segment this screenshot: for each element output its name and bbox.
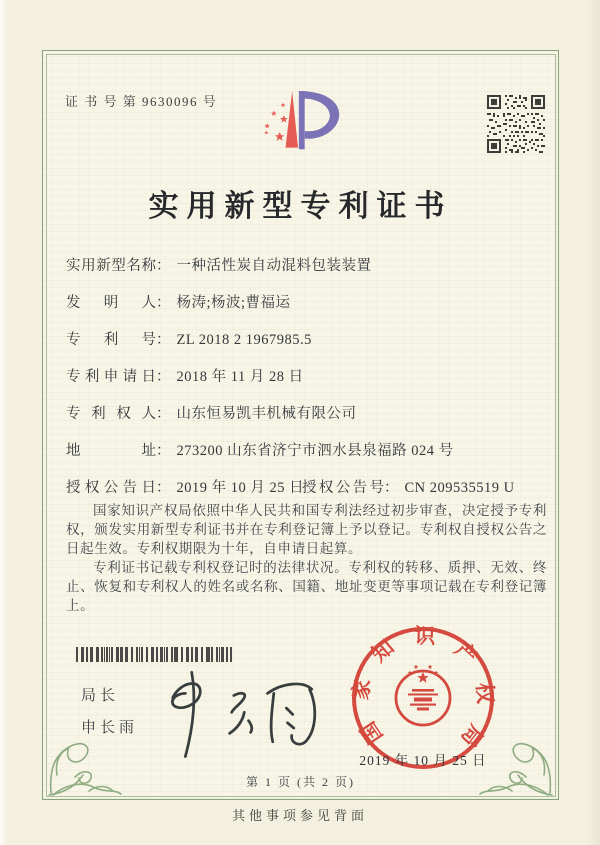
field-value: 273200 山东省济宁市泗水县泉福路 024 号 xyxy=(176,443,454,459)
barcode-icon xyxy=(76,647,232,662)
corner-ornament-right-icon xyxy=(476,705,556,797)
body-paragraph: 国家知识产权局依照中华人民共和国专利法经过初步审查，决定授予专利权，颁发实用新型专利证书并在专利登记簿上予以登记。专利权自授权公告之日起生效。专利权期限为十年，自申请日起算。 xyxy=(66,503,547,556)
field-colon: ： xyxy=(156,480,171,496)
director-signature-icon xyxy=(143,666,333,766)
page-number: 第 1 页 (共 2 页) xyxy=(246,775,355,789)
field-value: 2018 年 11 月 28 日 xyxy=(176,369,304,385)
field-colon: ： xyxy=(156,443,171,459)
field-value: 一种活性炭自动混料包装装置 xyxy=(176,258,372,274)
field-label: 实用新型名称 xyxy=(66,258,156,274)
field-value: ZL 2018 2 1967985.5 xyxy=(176,332,312,348)
signer-name: 申长雨 xyxy=(81,720,139,736)
field-label: 专利权人 xyxy=(66,406,156,422)
certificate-title: 实用新型专利证书 xyxy=(148,190,453,223)
grant-number-group xyxy=(302,478,515,499)
field-row-grant xyxy=(66,478,548,499)
field-value: 山东恒易凯丰机械有限公司 xyxy=(176,406,357,422)
field-row-patentee xyxy=(66,404,548,425)
field-label: 发明人 xyxy=(66,295,156,311)
field-colon: ： xyxy=(156,295,171,311)
field-colon: ： xyxy=(156,406,171,422)
field-label: 专利号 xyxy=(66,332,156,348)
field-label: 授权公告日 xyxy=(66,480,156,496)
grant-number-value: CN 209535519 U xyxy=(404,480,515,496)
field-label: 专利申请日 xyxy=(66,369,156,385)
cnipa-patent-logo-icon xyxy=(248,76,398,171)
signer-title: 局长 xyxy=(81,688,120,704)
field-row-filing-date xyxy=(66,367,548,388)
field-colon: ： xyxy=(384,480,399,496)
certificate-fields xyxy=(66,256,548,515)
field-row-utility-model-name xyxy=(66,256,548,277)
field-colon: ： xyxy=(156,258,171,274)
certificate-body-text xyxy=(66,501,547,615)
field-label: 地址 xyxy=(66,443,156,459)
field-value: 杨涛;杨波;曹福运 xyxy=(176,295,291,311)
body-paragraph: 专利证书记载专利权登记时的法律状况。专利权的转移、质押、无效、终止、恢复和专利权人的姓名或名称、国籍、地址变更等事项记载在专利登记簿上。 xyxy=(66,560,547,613)
qr-code-icon xyxy=(487,95,545,153)
seal-date: 2019 年 10 月 25 日 xyxy=(359,753,487,768)
certificate-number: 证 书 号 第 9630096 号 xyxy=(65,94,218,109)
corner-ornament-left-icon xyxy=(45,705,125,797)
field-colon: ： xyxy=(156,369,171,385)
grant-date-value: 2019 年 10 月 25 日 xyxy=(176,480,305,496)
seal-text: 国家知识产权局 xyxy=(348,623,498,752)
field-row-inventors xyxy=(66,293,548,314)
certificate-border-frame xyxy=(42,50,559,800)
field-colon: ： xyxy=(156,332,171,348)
back-note: 其他事项参见背面 xyxy=(231,808,368,823)
field-label: 授权公告号 xyxy=(302,480,384,496)
field-row-patent-number xyxy=(66,330,548,351)
field-row-address xyxy=(66,441,548,462)
